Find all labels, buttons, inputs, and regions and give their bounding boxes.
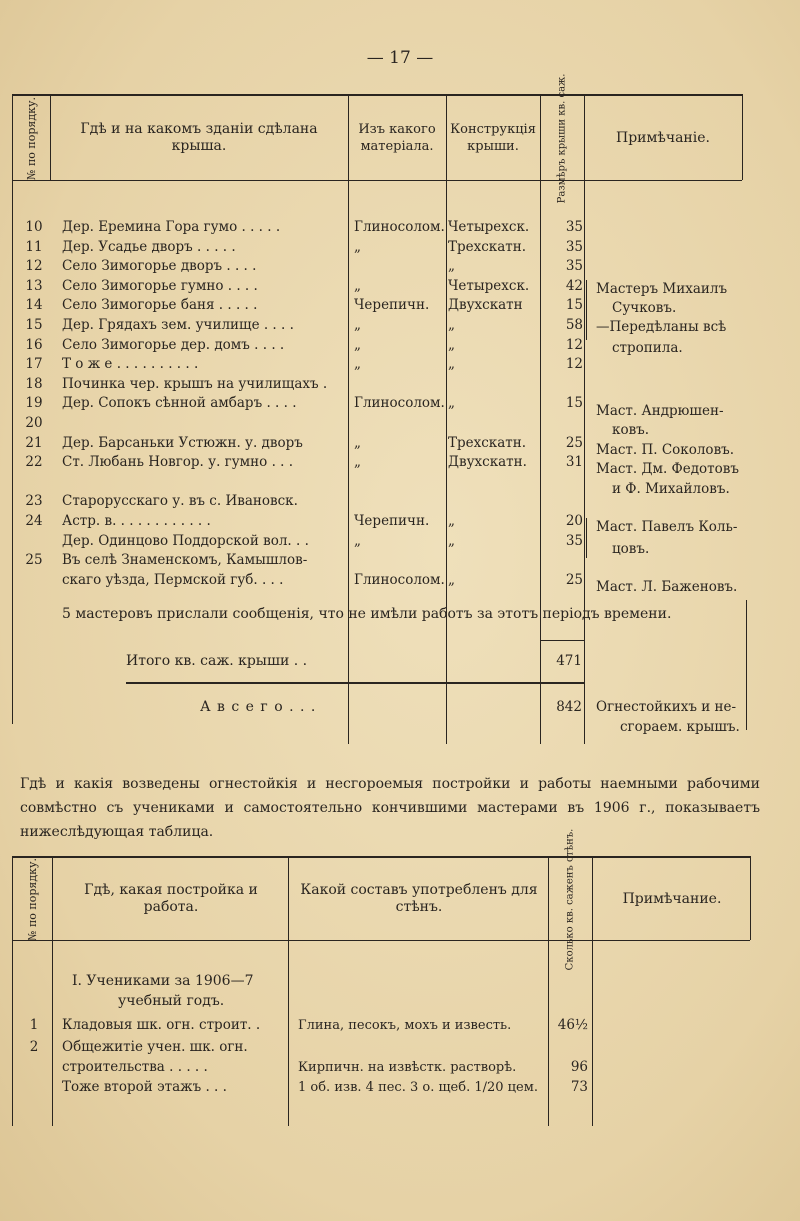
table1-right-rule [742, 94, 743, 180]
row-construction: Четырехск. [448, 219, 530, 235]
row-size: 73 [570, 1079, 588, 1095]
row-composition: Кирпичн. на извѣстк. растворѣ. [298, 1060, 517, 1075]
row-size: 35 [565, 532, 583, 549]
section-title: I. Учениками за 1906—7 [72, 973, 254, 989]
note-text: стропила. [612, 340, 683, 356]
row-number: 16 [25, 336, 43, 353]
row-size: 31 [565, 454, 583, 471]
row-size: 12 [565, 336, 583, 353]
table1-header-where: Гдѣ и на какомъ зданіи сдѣлана крыша. [80, 121, 318, 154]
row-construction: „ [448, 532, 455, 549]
row-size: 58 [565, 317, 583, 333]
row-size: 96 [570, 1059, 588, 1075]
row-material: „ [354, 277, 361, 294]
row-number: 18 [25, 375, 43, 392]
row-composition: Глина, песокъ, мохъ и известь. [298, 1018, 512, 1033]
table-row [12, 257, 752, 276]
table-row [12, 238, 752, 257]
table-row [12, 375, 752, 394]
row-material: „ [354, 238, 361, 255]
note-text: ковъ. [612, 422, 650, 438]
table2-col-rule [592, 856, 593, 1126]
grand-note: Огнестойкихъ и не- [596, 699, 737, 715]
row-number: 12 [25, 258, 43, 275]
row-work: строительства . . . . . [62, 1059, 208, 1075]
row-location: Село Зимогорье дворъ . . . . [62, 258, 257, 275]
grand-note: сгораем. крышъ. [620, 719, 740, 735]
row-construction: Трехскатн. [448, 434, 527, 451]
row-number: 25 [25, 552, 43, 569]
note-text: Маст. Л. Баженовъ. [596, 579, 738, 595]
row-location: Въ селѣ Знаменскомъ, Камышлов- [62, 552, 308, 569]
table1-header-num: № по порядку. [24, 96, 38, 180]
note-text: Маст. Андрюшен- [596, 403, 724, 419]
row-location: Т о ж е . . . . . . . . . . [62, 356, 199, 373]
row-material: Черепичн. [354, 513, 430, 529]
row-material: „ [354, 356, 361, 373]
masters-line: 5 мастеровъ прислали сообщенія, что не имѣли работъ за этотъ періодъ времени. [62, 606, 672, 622]
row-size: 25 [565, 434, 583, 451]
row-location: Дер. Барсаньки Устюжн. у. дворъ [62, 434, 303, 451]
row-number: 22 [25, 454, 43, 471]
note-text: Маст. Дм. Федотовъ [596, 461, 739, 477]
note-text: Мастеръ Михаилъ [596, 281, 728, 297]
row-size: 35 [565, 238, 583, 255]
row-location: Астр. в. . . . . . . . . . . . [62, 513, 211, 529]
note-text: цовъ. [612, 541, 650, 557]
row-material: Глиносолом. [354, 219, 445, 235]
row-material: „ [354, 454, 361, 471]
row-size: 35 [565, 219, 583, 235]
grand-value: 842 [556, 699, 582, 715]
row-material: „ [354, 434, 361, 451]
note-text: Сучковъ. [612, 300, 677, 316]
row-location: скаго уѣзда, Пермской губ. . . . [62, 571, 284, 588]
table-row [12, 355, 752, 374]
row-construction: „ [448, 317, 455, 333]
table2-header-composition: Какой составъ употребленъ для стѣнъ. [300, 882, 538, 915]
row-location: Старорусскаго у. въ с. Ивановск. [62, 493, 298, 510]
row-number: 2 [29, 1039, 39, 1055]
row-number: 21 [25, 434, 43, 451]
row-number: 10 [25, 219, 43, 235]
table1-col-rule [50, 94, 51, 180]
row-material: „ [354, 532, 361, 549]
row-material: Глиносолом. [354, 571, 445, 588]
brace-mark [586, 518, 587, 558]
row-location: Дер. Усадье дворъ . . . . . [62, 238, 236, 255]
row-location: Село Зимогорье баня . . . . . [62, 297, 258, 314]
row-location: Дер. Сопокъ сѣнной амбаръ . . . . [62, 395, 297, 412]
total-label: Итого кв. саж. крыши . . [126, 653, 308, 669]
total-value: 471 [556, 653, 582, 669]
row-size: 20 [565, 513, 583, 529]
row-material: „ [354, 317, 361, 333]
row-material: Черепичн. [354, 297, 430, 314]
table2-header-note: Примѣчание. [622, 890, 722, 907]
table1-header-size: Размѣръ крыши кв. саж. [556, 73, 568, 203]
row-location: Село Зимогорье дер. домъ . . . . [62, 336, 285, 353]
row-size: 25 [565, 571, 583, 588]
row-number: 1 [29, 1017, 39, 1033]
intro-paragraph: Гдѣ и какія возведены огнестойкія и несгороемыя постройки и работы наемными рабочими совмѣстно съ учениками и самостоятельно кончившими мастерами въ 1906 г., показываетъ нижеслѣдующая таблица. [20, 776, 760, 840]
note-text: и Ф. Михайловъ. [612, 481, 730, 497]
row-material: „ [354, 336, 361, 353]
row-number: 19 [25, 395, 43, 412]
row-construction: „ [448, 258, 455, 275]
row-location: Село Зимогорье гумно . . . . [62, 277, 258, 294]
note-text: Маст. Павелъ Коль- [596, 519, 738, 535]
note-text: —Передѣланы всѣ [596, 319, 727, 335]
row-number: 23 [25, 493, 43, 510]
row-construction: „ [448, 336, 455, 353]
row-construction: Трехскатн. [448, 238, 527, 255]
row-location: Дер. Грядахъ зем. училище . . . . [62, 317, 294, 333]
row-number: 20 [25, 415, 43, 431]
grand-rule [126, 682, 584, 684]
row-location: Починка чер. крышъ на училищахъ . [62, 375, 328, 392]
row-construction: „ [448, 356, 455, 373]
table1-right-rule-lower [746, 600, 747, 730]
row-construction: Четырехск. [448, 277, 530, 294]
row-location: Дер. Одинцово Поддорской вол. . . [62, 532, 309, 549]
table1-header-note: Примѣчаніе. [616, 129, 710, 146]
row-construction: „ [448, 571, 455, 588]
table1-header-rule [12, 180, 742, 181]
table2-right-rule [750, 856, 751, 940]
row-number: 14 [25, 297, 43, 314]
row-work: Общежитіе учен. шк. огн. [62, 1039, 248, 1055]
row-number: 17 [25, 356, 43, 373]
table1-header-construction: Конструкція крыши. [450, 122, 536, 154]
row-size: 15 [565, 297, 583, 314]
row-number: 15 [25, 317, 43, 333]
row-location: Ст. Любань Новгор. у. гумно . . . [62, 454, 294, 471]
row-construction: „ [448, 513, 455, 529]
row-size: 42 [565, 277, 583, 294]
section-title: учебный годъ. [118, 993, 225, 1009]
brace-mark [586, 280, 587, 340]
total-rule [540, 640, 584, 641]
row-composition: 1 об. изв. 4 пес. 3 о. щеб. 1/20 цем. [298, 1080, 538, 1095]
row-construction: Двухскатн [448, 297, 523, 314]
row-location: Дер. Еремина Гора гумо . . . . . [62, 219, 281, 235]
row-work: Кладовыя шк. огн. строит. . [62, 1017, 261, 1033]
table2-header-rule [12, 940, 750, 941]
row-construction: „ [448, 395, 455, 412]
table2-header-num: № по порядку. [25, 857, 39, 941]
table-row [12, 218, 752, 237]
table2-col-rule [52, 856, 53, 1126]
row-size: 46½ [557, 1017, 588, 1033]
table2-header-size: Сколько кв. саженъ стѣнъ. [564, 828, 576, 970]
row-number: 24 [25, 513, 43, 529]
row-size: 15 [565, 395, 583, 412]
table2-header-where: Гдѣ, какая постройка и работа. [84, 882, 258, 915]
row-number: 13 [25, 277, 43, 294]
grand-label: А в с е г о . . . [200, 699, 317, 715]
page-number: — 17 — [366, 48, 434, 68]
row-size: 35 [565, 258, 583, 275]
row-material: Глиносолом. [354, 395, 445, 412]
row-number: 11 [25, 238, 43, 255]
table2-col-rule [288, 856, 289, 1126]
row-construction: Двухскатн. [448, 454, 527, 471]
table1-header-material: Изъ какого матеріала. [358, 122, 436, 154]
row-size: 12 [565, 356, 583, 373]
note-text: Маст. П. Соколовъ. [596, 442, 735, 458]
row-work: Тоже второй этажъ . . . [62, 1079, 227, 1095]
